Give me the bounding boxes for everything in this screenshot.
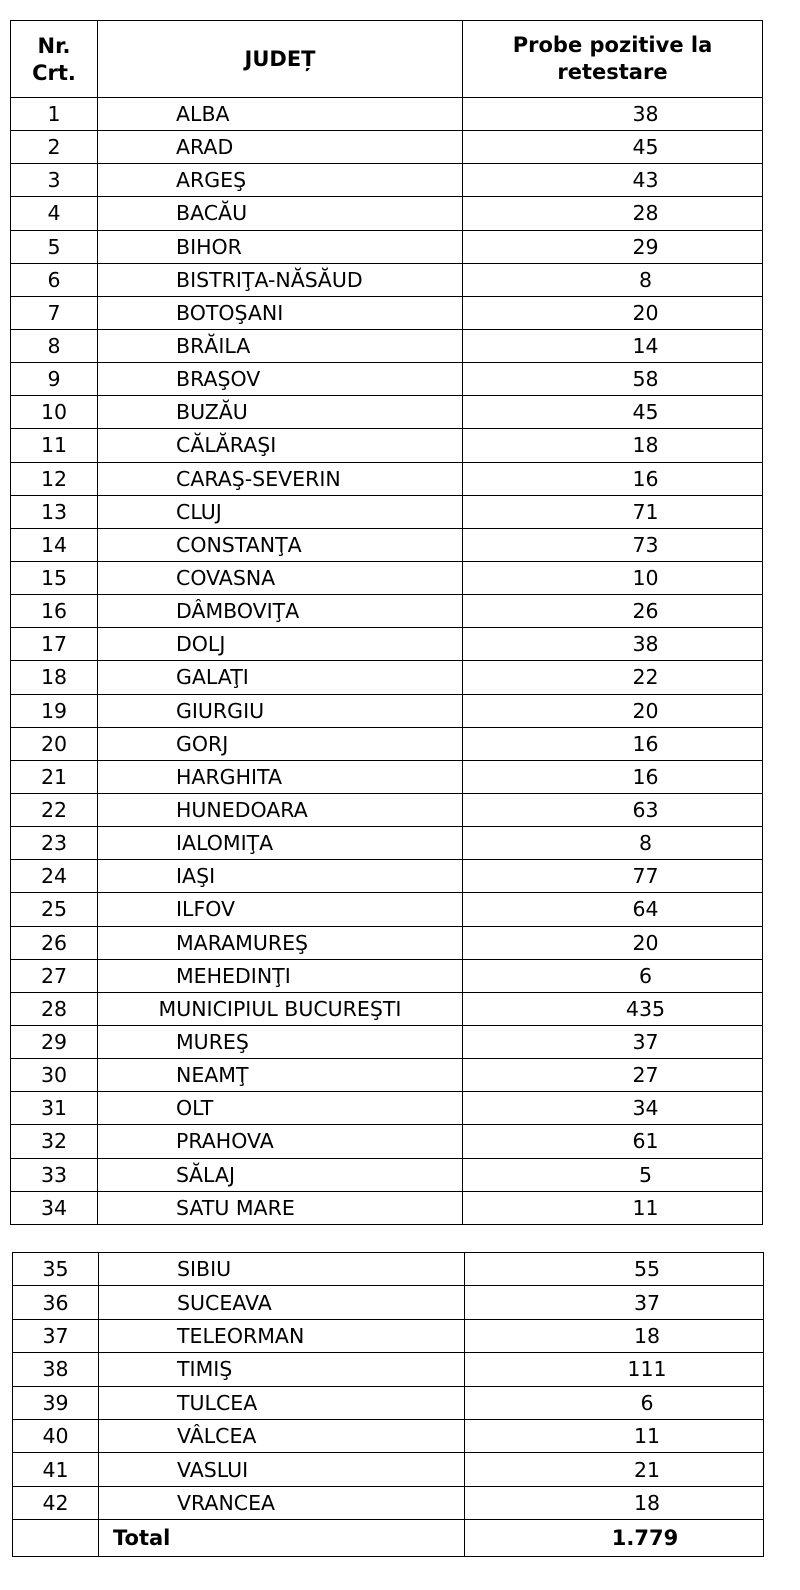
row-number: 15 xyxy=(11,561,98,594)
positive-count: 29 xyxy=(463,230,763,263)
table-row xyxy=(11,992,763,1025)
row-number: 5 xyxy=(11,230,98,263)
row-number: 39 xyxy=(13,1386,99,1419)
table-row xyxy=(11,727,763,760)
county-name: BISTRIŢA-NĂSĂUD xyxy=(98,263,463,296)
row-number: 23 xyxy=(11,827,98,860)
positive-count: 111 xyxy=(465,1353,764,1386)
county-name: ILFOV xyxy=(98,893,463,926)
row-number: 37 xyxy=(13,1319,99,1352)
table-row xyxy=(11,959,763,992)
table-row xyxy=(11,1158,763,1191)
header-county: JUDEȚ xyxy=(98,21,463,98)
row-number: 34 xyxy=(11,1191,98,1224)
header-row xyxy=(11,21,763,98)
counties-table-part-1 xyxy=(10,20,763,1225)
row-number: 10 xyxy=(11,396,98,429)
positive-count: 16 xyxy=(463,462,763,495)
table-row xyxy=(11,495,763,528)
row-number: 12 xyxy=(11,462,98,495)
positive-count: 28 xyxy=(463,197,763,230)
table-row xyxy=(11,131,763,164)
county-name: HARGHITA xyxy=(98,760,463,793)
county-name: SUCEAVA xyxy=(99,1286,465,1319)
row-number: 7 xyxy=(11,296,98,329)
row-number: 27 xyxy=(11,959,98,992)
county-name: TULCEA xyxy=(99,1386,465,1419)
county-name: VASLUI xyxy=(99,1453,465,1486)
county-name: GIURGIU xyxy=(98,694,463,727)
positive-count: 37 xyxy=(465,1286,764,1319)
table-row xyxy=(11,1191,763,1224)
positive-count: 37 xyxy=(463,1025,763,1058)
positive-count: 20 xyxy=(463,694,763,727)
positive-count: 18 xyxy=(465,1319,764,1352)
county-name: GALAŢI xyxy=(98,661,463,694)
table-row xyxy=(11,628,763,661)
positive-count: 45 xyxy=(463,396,763,429)
row-number: 40 xyxy=(13,1419,99,1452)
positive-count: 64 xyxy=(463,893,763,926)
positive-count: 6 xyxy=(465,1386,764,1419)
table-row xyxy=(11,329,763,362)
table-body-part-2 xyxy=(13,1253,764,1520)
positive-count: 14 xyxy=(463,329,763,362)
table-row xyxy=(13,1286,764,1319)
row-number: 2 xyxy=(11,131,98,164)
county-name: MUREŞ xyxy=(98,1025,463,1058)
positive-count: 18 xyxy=(463,429,763,462)
positive-count: 16 xyxy=(463,760,763,793)
positive-count: 38 xyxy=(463,628,763,661)
positive-count: 63 xyxy=(463,793,763,826)
row-number: 17 xyxy=(11,628,98,661)
header-value-line1: Probe pozitive la xyxy=(512,33,713,57)
total-row xyxy=(13,1520,764,1557)
positive-count: 20 xyxy=(463,296,763,329)
table-row xyxy=(11,827,763,860)
row-number: 3 xyxy=(11,164,98,197)
row-number: 29 xyxy=(11,1025,98,1058)
table-row xyxy=(13,1453,764,1486)
row-number: 30 xyxy=(11,1059,98,1092)
row-number: 20 xyxy=(11,727,98,760)
positive-count: 20 xyxy=(463,926,763,959)
table-row xyxy=(11,893,763,926)
positive-count: 26 xyxy=(463,595,763,628)
county-name: MARAMUREŞ xyxy=(98,926,463,959)
table-row xyxy=(11,561,763,594)
table-row xyxy=(11,263,763,296)
table-row xyxy=(11,694,763,727)
county-name: ARGEŞ xyxy=(98,164,463,197)
row-number: 18 xyxy=(11,661,98,694)
row-number: 1 xyxy=(11,98,98,131)
county-name: CONSTANŢA xyxy=(98,528,463,561)
table-row xyxy=(11,197,763,230)
county-name: GORJ xyxy=(98,727,463,760)
row-number: 19 xyxy=(11,694,98,727)
county-name: SATU MARE xyxy=(98,1191,463,1224)
positive-count: 8 xyxy=(463,263,763,296)
county-name: ALBA xyxy=(98,98,463,131)
county-name: VRANCEA xyxy=(99,1486,465,1519)
county-name: BRAŞOV xyxy=(98,363,463,396)
positive-count: 73 xyxy=(463,528,763,561)
header-nr-line2: Crt. xyxy=(32,61,76,85)
county-name: MUNICIPIUL BUCUREŞTI xyxy=(98,992,463,1025)
county-name: BOTOŞANI xyxy=(98,296,463,329)
positive-count: 10 xyxy=(463,561,763,594)
row-number: 22 xyxy=(11,793,98,826)
positive-count: 6 xyxy=(463,959,763,992)
county-name: DOLJ xyxy=(98,628,463,661)
table-row xyxy=(13,1253,764,1286)
table-row xyxy=(11,793,763,826)
table-row xyxy=(13,1486,764,1519)
row-number: 9 xyxy=(11,363,98,396)
header-nr xyxy=(11,21,98,98)
positive-count: 43 xyxy=(463,164,763,197)
county-name: SIBIU xyxy=(99,1253,465,1286)
county-name: PRAHOVA xyxy=(98,1125,463,1158)
table-row xyxy=(11,296,763,329)
row-number: 24 xyxy=(11,860,98,893)
row-number: 21 xyxy=(11,760,98,793)
county-name: COVASNA xyxy=(98,561,463,594)
positive-count: 18 xyxy=(465,1486,764,1519)
row-number: 8 xyxy=(11,329,98,362)
row-number: 42 xyxy=(13,1486,99,1519)
positive-count: 77 xyxy=(463,860,763,893)
row-number: 33 xyxy=(11,1158,98,1191)
row-number: 26 xyxy=(11,926,98,959)
county-name: CĂLĂRAŞI xyxy=(98,429,463,462)
table-row xyxy=(13,1319,764,1352)
row-number: 32 xyxy=(11,1125,98,1158)
county-name: NEAMŢ xyxy=(98,1059,463,1092)
county-name: IAŞI xyxy=(98,860,463,893)
positive-count: 22 xyxy=(463,661,763,694)
positive-count: 21 xyxy=(465,1453,764,1486)
table-row xyxy=(11,164,763,197)
header-value xyxy=(463,21,763,98)
table-row xyxy=(13,1386,764,1419)
row-number: 36 xyxy=(13,1286,99,1319)
table-row xyxy=(11,363,763,396)
positive-count: 8 xyxy=(463,827,763,860)
header-value-line2: retestare xyxy=(557,60,668,84)
county-name: BRĂILA xyxy=(98,329,463,362)
positive-count: 45 xyxy=(463,131,763,164)
row-number: 4 xyxy=(11,197,98,230)
positive-count: 435 xyxy=(463,992,763,1025)
positive-count: 16 xyxy=(463,727,763,760)
county-name: BIHOR xyxy=(98,230,463,263)
table-row xyxy=(11,528,763,561)
row-number: 25 xyxy=(11,893,98,926)
table-row xyxy=(11,926,763,959)
positive-count: 11 xyxy=(465,1419,764,1452)
row-number: 35 xyxy=(13,1253,99,1286)
positive-count: 27 xyxy=(463,1059,763,1092)
table-row xyxy=(11,661,763,694)
row-number: 41 xyxy=(13,1453,99,1486)
county-name: MEHEDINŢI xyxy=(98,959,463,992)
table-row xyxy=(11,760,763,793)
table-row xyxy=(11,1092,763,1125)
table-row xyxy=(11,595,763,628)
county-name: ARAD xyxy=(98,131,463,164)
total-label: Total xyxy=(99,1520,465,1557)
table-row xyxy=(11,860,763,893)
positive-count: 55 xyxy=(465,1253,764,1286)
header-nr-line1: Nr. xyxy=(37,34,71,58)
county-name: IALOMIŢA xyxy=(98,827,463,860)
total-value: 1.779 xyxy=(465,1520,764,1557)
row-number: 31 xyxy=(11,1092,98,1125)
total-nr-cell xyxy=(13,1520,99,1557)
county-name: CARAŞ-SEVERIN xyxy=(98,462,463,495)
county-name: DÂMBOVIŢA xyxy=(98,595,463,628)
table-row xyxy=(13,1353,764,1386)
county-name: TIMIŞ xyxy=(99,1353,465,1386)
counties-table-part-2 xyxy=(12,1252,764,1557)
table-row xyxy=(11,230,763,263)
table-row xyxy=(11,429,763,462)
county-name: VÂLCEA xyxy=(99,1419,465,1452)
county-name: HUNEDOARA xyxy=(98,793,463,826)
table-row xyxy=(11,98,763,131)
row-number: 14 xyxy=(11,528,98,561)
row-number: 16 xyxy=(11,595,98,628)
table-row xyxy=(11,1025,763,1058)
county-name: SĂLAJ xyxy=(98,1158,463,1191)
county-name: TELEORMAN xyxy=(99,1319,465,1352)
positive-count: 11 xyxy=(463,1191,763,1224)
row-number: 6 xyxy=(11,263,98,296)
table-body-part-1 xyxy=(11,98,763,1225)
county-name: BUZĂU xyxy=(98,396,463,429)
table-row xyxy=(11,396,763,429)
positive-count: 5 xyxy=(463,1158,763,1191)
positive-count: 61 xyxy=(463,1125,763,1158)
county-name: BACĂU xyxy=(98,197,463,230)
positive-count: 38 xyxy=(463,98,763,131)
row-number: 38 xyxy=(13,1353,99,1386)
table-row xyxy=(11,1125,763,1158)
county-name: CLUJ xyxy=(98,495,463,528)
table-row xyxy=(11,1059,763,1092)
row-number: 28 xyxy=(11,992,98,1025)
county-name: OLT xyxy=(98,1092,463,1125)
row-number: 11 xyxy=(11,429,98,462)
positive-count: 34 xyxy=(463,1092,763,1125)
table-row xyxy=(11,462,763,495)
positive-count: 71 xyxy=(463,495,763,528)
table-row xyxy=(13,1419,764,1452)
row-number: 13 xyxy=(11,495,98,528)
positive-count: 58 xyxy=(463,363,763,396)
